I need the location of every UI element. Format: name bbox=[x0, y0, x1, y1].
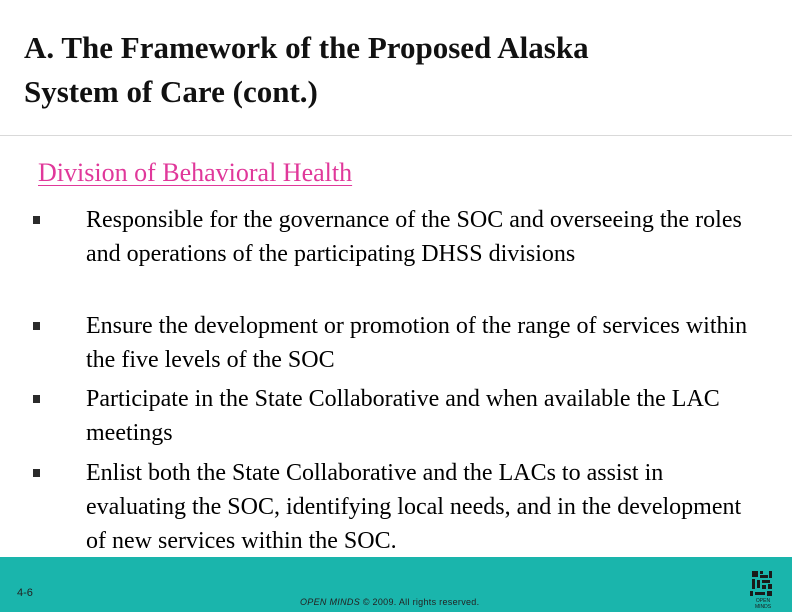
copyright-notice bbox=[300, 597, 479, 607]
bullet-text: Participate in the State Collaborative and when available the LAC meetings bbox=[86, 386, 720, 446]
title-divider bbox=[0, 135, 792, 136]
bullet-item bbox=[86, 456, 766, 558]
svg-text:MINDS: MINDS bbox=[754, 604, 772, 609]
bullet-item bbox=[86, 203, 766, 271]
page-number: 4-6 bbox=[17, 587, 33, 599]
copyright-brand: OPEN MINDS bbox=[300, 597, 361, 607]
square-bullet-icon bbox=[33, 216, 40, 224]
open-minds-logo-icon bbox=[748, 569, 778, 609]
section-heading: Division of Behavioral Health bbox=[38, 158, 353, 187]
bullet-text: Enlist both the State Collaborative and the LACs to assist in evaluating the SOC, identifying local needs, and in the development of new services within the SOC. bbox=[86, 460, 742, 554]
square-bullet-icon bbox=[33, 322, 40, 330]
svg-text:OPEN: OPEN bbox=[755, 598, 771, 604]
copyright-text: © 2009. All rights reserved. bbox=[360, 597, 480, 607]
bullet-item bbox=[86, 309, 766, 377]
bullet-text: Ensure the development or promotion of the range of services within the five levels of the SOC bbox=[86, 313, 748, 373]
square-bullet-icon bbox=[33, 469, 40, 477]
title-line-1: A. The Framework of the Proposed Alaska bbox=[24, 30, 589, 65]
slide-title bbox=[24, 26, 764, 114]
square-bullet-icon bbox=[33, 395, 40, 403]
title-line-2: System of Care (cont.) bbox=[24, 74, 318, 109]
bullet-item bbox=[86, 382, 766, 450]
bullet-text: Responsible for the governance of the SOC and overseeing the roles and operations of the participating DHSS divisions bbox=[86, 207, 742, 267]
footer-bar bbox=[0, 557, 792, 612]
